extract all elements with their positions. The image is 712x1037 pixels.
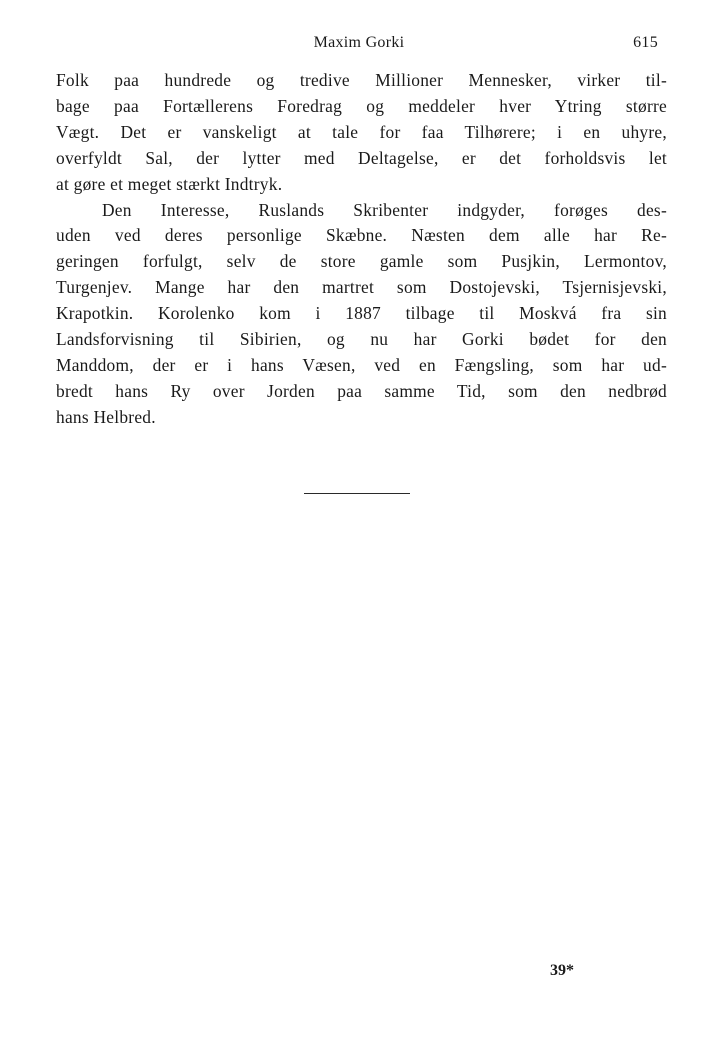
text-line: Turgenjev. Mange har den martret som Dostojevski, Tsjernisjevski, — [56, 277, 667, 298]
text-line: overfyldt Sal, der lytter med Deltagelse, er det forholdsvis let — [56, 147, 667, 168]
text-line: uden ved deres personlige Skæbne. Næsten dem alle har Re- — [56, 225, 667, 246]
text-line: Den Interesse, Ruslands Skribenter indgyder, forøges des- — [102, 199, 667, 220]
text-line: geringen forfulgt, selv de store gamle som Pusjkin, Lermontov, — [56, 251, 667, 272]
text-line: at gøre et meget stærkt Indtryk. — [56, 173, 283, 194]
text-line: Landsforvisning til Sibirien, og nu har Gorki bødet for den — [56, 329, 667, 350]
text-line: Folk paa hundrede og tredive Millioner Mennesker, virker til- — [56, 70, 667, 90]
body-text — [56, 68, 667, 431]
text-line: Vægt. Det er vanskeligt at tale for faa Tilhørere; i en uhyre, — [56, 121, 667, 142]
paragraph-1 — [56, 68, 667, 198]
paragraph-2 — [56, 198, 667, 431]
text-line: Krapotkin. Korolenko kom i 1887 tilbage til Moskvá fra sin — [56, 303, 667, 324]
text-line: hans Helbred. — [56, 406, 156, 427]
section-divider-rule — [304, 493, 410, 494]
text-line: bage paa Fortællerens Foredrag og meddeler hver Ytring større — [56, 95, 667, 116]
running-title: Maxim Gorki — [313, 34, 405, 51]
running-head — [56, 34, 662, 56]
text-line: Manddom, der er i hans Væsen, ved en Fængsling, som har ud- — [56, 354, 667, 375]
text-line: bredt hans Ry over Jorden paa samme Tid, som den nedbrød — [56, 380, 667, 401]
signature-mark: 39* — [550, 962, 574, 979]
page-number: 615 — [633, 34, 658, 51]
